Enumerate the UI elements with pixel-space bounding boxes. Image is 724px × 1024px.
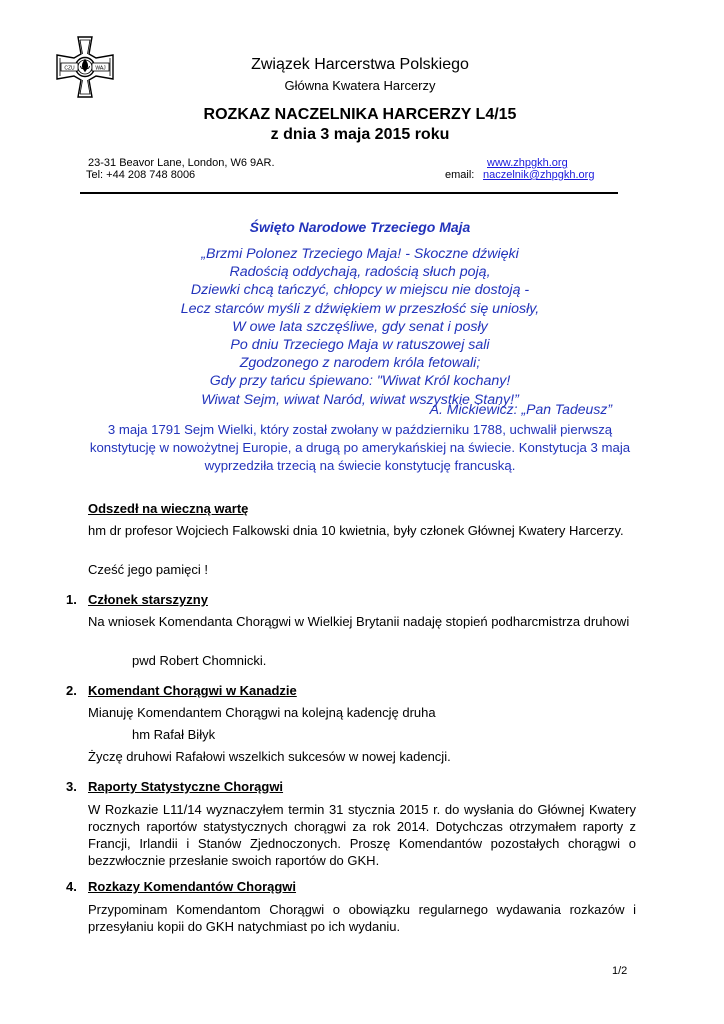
section-text: Mianuję Komendantem Chorągwi na kolejną kadencję druha (88, 705, 436, 720)
obituary-text: hm dr profesor Wojciech Falkowski dnia 10 kwietnia, były członek Głównej Kwatery Harcerzy. (88, 523, 624, 538)
document-title: ROZKAZ NACZELNIKA HARCERZY L4/15 (203, 106, 517, 123)
org-subtitle: Główna Kwatera Harcerzy (284, 78, 436, 93)
section-number: 4. (66, 879, 77, 894)
section-heading: Członek starszyzny (88, 592, 208, 607)
poem-line: Wiwat Sejm, wiwat Naród, wiwat wszystkie Stany!” (201, 391, 519, 408)
zhp-cross-logo (56, 36, 114, 98)
poem-line: Gdy przy tańcu śpiewano: "Wiwat Król kochany! (209, 373, 511, 390)
poem-attribution: A. Mickiewicz: „Pan Tadeusz” (429, 401, 612, 417)
section-text: Na wniosek Komendanta Chorągwi w Wielkiej Brytanii nadaję stopień podharcmistrza druhowi (88, 614, 630, 629)
holiday-title: Święto Narodowe Trzeciego Maja (249, 219, 471, 235)
email-link[interactable]: naczelnik@zhpgkh.org (483, 169, 595, 181)
website-link[interactable]: www.zhpgkh.org (487, 157, 568, 169)
logo-lettering-left: CZU (64, 65, 75, 72)
logo-lettering-right: WAJ (95, 65, 106, 72)
obituary-heading: Odszedł na wieczną wartę (88, 501, 249, 516)
poem-line: Lecz starców myśli z dźwiękiem w przeszłość się uniosły, (180, 300, 540, 317)
section-number: 2. (66, 683, 77, 698)
paragraph-line: 3 maja 1791 Sejm Wielki, który został zwołany w październiku 1788, uchwalił pierwszą (107, 422, 613, 437)
section-person: hm Rafał Biłyk (132, 727, 216, 742)
section-wish: Życzę druhowi Rafałowi wszelkich sukcesów w nowej kadencji. (88, 749, 451, 764)
section-heading: Komendant Chorągwi w Kanadzie (88, 683, 297, 698)
section-heading: Rozkazy Komendantów Chorągwi (88, 879, 297, 894)
poem-line: Dziewki chcą tańczyć, chłopcy w miejscu nie dostoją - (190, 282, 530, 299)
email-label: email: (445, 169, 475, 181)
document-date: z dnia 3 maja 2015 roku (270, 126, 450, 143)
section-text: W Rozkazie L11/14 wyznaczyłem termin 31 stycznia 2015 r. do wysłania do Głównej Kwatery rocznych raportów statystycznych chorągwi za rok 2014. Dotychczas otrzymałem raporty z Francji, Irlandii i Stanów Zjednoczonych. Proszę Komendantów pozostałych chorągwi o bezzwłocznie przesłanie swoich raportów do GKH. (88, 802, 636, 868)
page-number: 1/2 (612, 965, 628, 977)
header-divider (80, 192, 618, 194)
section-heading: Raporty Statystyczne Chorągwi (88, 779, 284, 794)
constitution-paragraph (84, 421, 636, 475)
org-name: Związek Harcerstwa Polskiego (251, 56, 469, 73)
poem (110, 245, 610, 409)
section-number: 1. (66, 592, 77, 607)
section-number: 3. (66, 779, 77, 794)
section-text: Przypominam Komendantom Chorągwi o obowiązku regularnego wydawania rozkazów i przesyłaniu kopii do GKH natychmiast po ich wydaniu. (88, 902, 636, 934)
poem-line: Po dniu Trzeciego Maja w ratuszowej sali (230, 337, 490, 354)
address: 23-31 Beavor Lane, London, W6 9AR. (88, 157, 275, 169)
paragraph-line: wyprzedziła trzecią na świecie konstytucję francuską. (204, 458, 516, 473)
poem-line: Zgodzonego z narodem króla fetowali; (239, 355, 481, 372)
obituary-honor: Cześć jego pamięci ! (88, 562, 208, 577)
section-person: pwd Robert Chomnicki. (132, 653, 267, 668)
paragraph-line: konstytucję w nowożytnej Europie, a drugą po amerykańskiej na świecie. Konstytucja 3 maja (89, 440, 631, 455)
poem-line: „Brzmi Polonez Trzeciego Maja! - Skoczne dźwięki (201, 246, 519, 262)
poem-line: W owe lata szczęśliwe, gdy senat i posły (232, 318, 488, 335)
poem-line: Radością oddychają, radością słuch poją, (229, 264, 491, 281)
telephone: Tel: +44 208 748 8006 (86, 169, 196, 181)
